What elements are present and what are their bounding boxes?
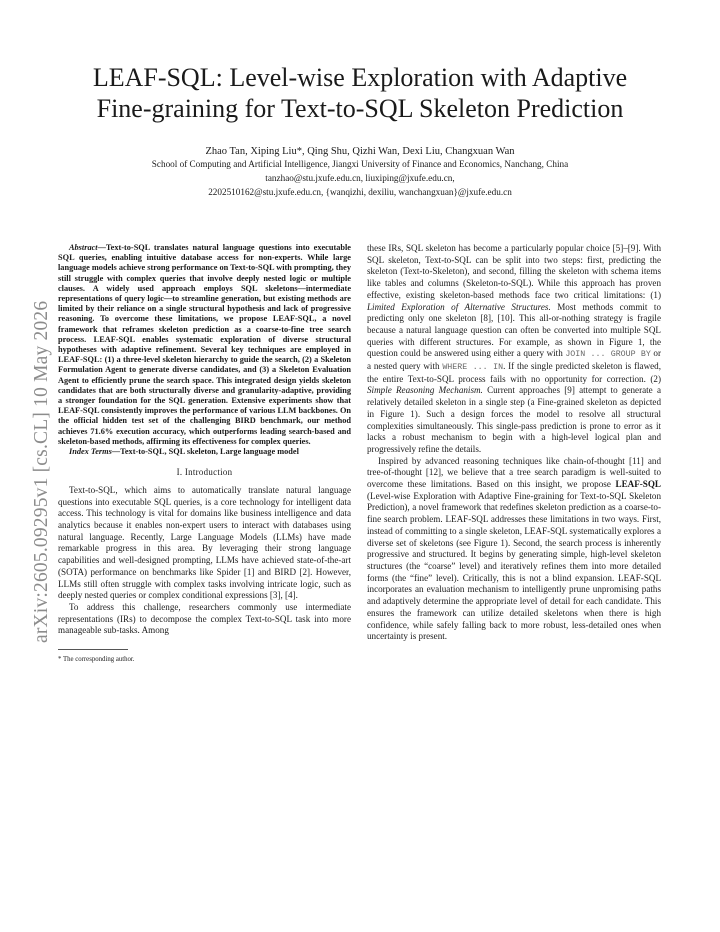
title-line-1: LEAF-SQL: Level-wise Exploration with Adaptive — [92, 63, 628, 92]
abstract — [58, 243, 351, 447]
right-paragraph-2 — [367, 456, 661, 643]
abstract-text: —Text-to-SQL translates natural language questions into executable SQL queries, enabling intuitive database access for non-experts. While large language models achieve strong performance on Text-to-SQL with prompting, they still struggle with complex queries that involve deeply nested logic or multiple clauses. A widely used approach employs SQL skeletons—intermediate representations of query logic—to streamline generation, but existing methods are limited by their reliance on a single structural hypothesis and lack of progressive reasoning. To overcome these limitations, we propose LEAF-SQL, a novel framework that reframes skeleton prediction as a coarse-to-fine tree search process. LEAF-SQL enables systematic exploration of diverse structural hypotheses with adaptive refinement. Several key techniques are employed in LEAF-SQL: (1) a three-level skeleton hierarchy to guide the search, (2) a Skeleton Formulation Agent to generate diverse candidates, and (3) a Skeleton Evaluation Agent to efficiently prune the search space. This integrated design yields skeleton candidates that are both structurally diverse and granularity-adaptive, providing a stronger foundation for the SQL generation. Extensive experiments show that LEAF-SQL consistently improves the performance of various LLM backbones. On the official hidden test set of the challenging BIRD benchmark, our method achieves 71.6% execution accuracy, which outperforms leading search-based and skeleton-based methods, affirming its effectiveness for complex queries. — [58, 243, 352, 446]
email-line-1: tanzhao@stu.jxufe.edu.cn, liuxiping@jxufe.edu.cn, — [265, 173, 455, 183]
right-column — [367, 243, 661, 643]
footnote: * The corresponding author. — [58, 656, 135, 664]
index-terms-text: —Text-to-SQL, SQL skeleton, Large language model — [111, 447, 299, 457]
text-run: . If the single predicted skeleton is flawed, the entire Text-to-SQL process fails with no opportunity for correction. (2) — [367, 361, 662, 384]
author-list: Zhao Tan, Xiping Liu*, Qing Shu, Qizhi Wan, Dexi Liu, Changxuan Wan — [205, 146, 515, 157]
intro-paragraph-1: Text-to-SQL, which aims to automatically translate natural language questions into executable SQL queries, is a core technology for intelligent data access. This technology is vital for domains like business intelligence and data analytics because it enables non-expert users to interact with databases using natural language. Recently, Large Language Models (LLMs) have made remarkable progress in this area. By leveraging their strong language capabilities and well-designed prompting, LLMs have achieved state-of-the-art (SOTA) performance on benchmarks like Spider [1] and BIRD [2]. However, LLMs still often struggle with complex tasks involving intricate logic, such as deeply nested queries or complex conditional expressions [3], [4]. — [58, 484, 351, 601]
index-terms-label: Index Terms — [69, 447, 112, 457]
right-paragraph-1 — [367, 243, 661, 456]
text-run: (Level-wise Exploration with Adaptive Fine-graining for Text-to-SQL Skeleton Prediction), a novel framework that redefines skeleton prediction as a coarse-to-fine search problem. LEAF-SQL addresses these limitations in two ways. First, instead of committing to a single skeleton, LEAF-SQL systematically explores a diverse set of skeletons (see Figure 1). Second, the search process is inherently progressive and structured. It begins by generating simple, high-level skeleton structures (the “coarse” level) and iteratively refines them into more detailed forms (the “fine” level). Critically, this is not a blind expansion. LEAF-SQL incorporates an evaluation mechanism to intelligently prune unpromising paths and adaptively determine the appropriate level of detail for each candidate. This ensures the framework can utilize detailed skeletons when there is high confidence, while safely falling back to more robust, less-detailed ones when uncertainty is present. — [367, 490, 661, 642]
affiliation: School of Computing and Artificial Intelligence, Jiangxi University of Finance and Economics, Nanchang, China — [151, 159, 569, 169]
section-heading-introduction: I. Introduction — [176, 467, 233, 478]
emphasis-simple-reasoning: Simple Reasoning Mechanism. — [367, 385, 483, 396]
email-line-2: 2202510162@stu.jxufe.edu.cn, {wanqizhi, dexiliu, wanchangxuan}@jxufe.edu.cn — [208, 187, 512, 197]
index-terms — [58, 447, 351, 457]
title-line-2: Fine-graining for Text-to-SQL Skeleton Prediction — [96, 94, 624, 123]
emphasis-limited-exploration: Limited Exploration of Alternative Structures. — [367, 301, 551, 312]
abstract-label: Abstract — [69, 243, 98, 252]
text-run: Current approaches [9] attempt to generate a relatively detailed skeleton in a single step (a Fine-grained skeleton as depicted in Figure 1). Such a design forces the model to resolve all structural complexities simultaneously. This single-pass prediction is prone to error as it lacks a robust mechanism to begin with a high-level logical plan and progressively refine the details. — [367, 385, 661, 454]
framework-name: LEAF-SQL — [615, 479, 661, 490]
paper-title — [40, 62, 680, 124]
arxiv-id: arXiv:2605.09295v1 [cs.CL] 10 May 2026 — [31, 300, 52, 643]
arxiv-sidebar-stamp — [18, 245, 58, 645]
left-column — [58, 243, 351, 664]
text-run: or a nested query with — [367, 348, 661, 372]
footnote-rule — [58, 649, 128, 650]
intro-paragraph-2: To address this challenge, researchers commonly use intermediate representations (IRs) to decompose the complex Text-to-SQL task into more manageable sub-tasks. Among — [58, 602, 351, 636]
code-where-in: WHERE ... IN — [442, 363, 504, 373]
text-run: these IRs, SQL skeleton has become a particularly popular choice [5]–[9]. With SQL skeleton, Text-to-SQL can be split into two steps: first, predicting the skeleton (Text-to-Skeleton), and second, filling the skeleton with schema items like tables and columns (Skeleton-to-SQL). While this approach has proven effective, existing skeleton-based methods face two critical limitations: (1) — [367, 243, 661, 300]
text-run: Most methods commit to predicting only one skeleton [8], [10]. This all-or-nothing strategy is fragile because a natural language question can often be converted into multiple SQL queries with different structures. For example, as shown in Figure 1, the question could be answered using either a query with — [367, 301, 661, 359]
text-run: Inspired by advanced reasoning techniques like chain-of-thought [11] and tree-of-thought [12], we believe that a tree search paradigm is well-suited to overcome these limitations. Based on this insight, we propose — [367, 455, 661, 490]
code-join-group-by: JOIN ... GROUP BY — [565, 350, 651, 360]
